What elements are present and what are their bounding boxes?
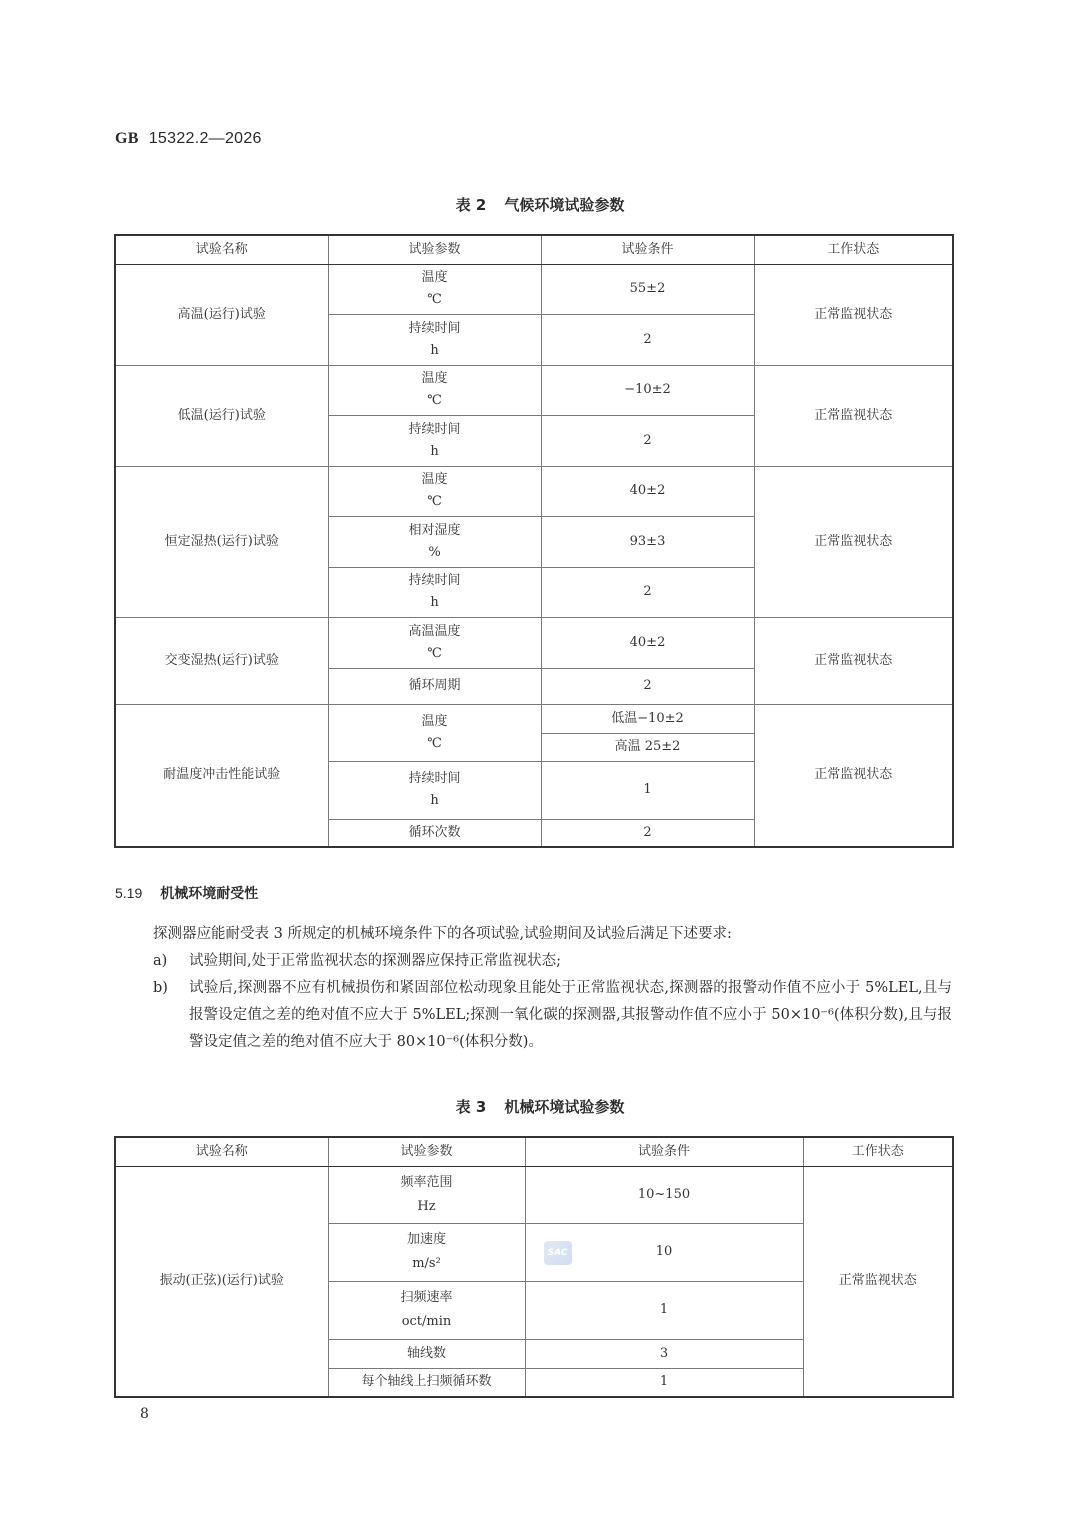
param-unit: %	[428, 544, 441, 560]
table3-caption-label: 表 3	[455, 1098, 487, 1116]
param-cell	[328, 314, 541, 365]
table-row	[115, 264, 953, 314]
condition-cell	[525, 1223, 803, 1281]
param-unit: h	[430, 595, 439, 610]
column-header: 试验名称	[115, 235, 328, 264]
list-marker: b)	[153, 980, 168, 996]
param-unit: ℃	[427, 494, 442, 509]
page-number: 8	[140, 1406, 149, 1422]
condition-cell: 2	[541, 668, 754, 704]
condition-cell: 40±2	[541, 466, 754, 516]
param-name: 加速度	[406, 1232, 446, 1247]
param-name: 高温温度	[408, 623, 461, 639]
section-title: 机械环境耐受性	[160, 886, 259, 902]
condition-cell: 3	[525, 1339, 803, 1368]
param-cell	[328, 617, 541, 668]
list-text: 试验后,探测器不应有机械损伤和紧固部位松动现象且能处于正常监视状态,探测器的报警动作值不应小于 5%LEL,且与报警设定值之差的绝对值不应大于 5%LEL;探测一氧化碳的探测器,其报警动作值不应小于 50×10⁻⁶(体积分数),且与报警设定值之差的绝对值不应大于 80×10⁻⁶(体积分数)。	[189, 980, 952, 1050]
param-cell	[328, 516, 541, 567]
condition-cell: 低温−10±2	[541, 704, 754, 733]
test-name-cell: 低温(运行)试验	[115, 365, 328, 466]
condition-cell: 2	[541, 415, 754, 466]
list-marker: a)	[153, 953, 168, 969]
param-name: 温度	[421, 472, 448, 487]
column-header: 试验参数	[328, 1137, 525, 1166]
param-cell: 循环次数	[328, 819, 541, 847]
param-cell	[328, 1223, 525, 1281]
condition-cell: 40±2	[541, 617, 754, 668]
condition-cell: −10±2	[541, 365, 754, 415]
condition-value: 10	[655, 1244, 673, 1259]
param-cell: 循环周期	[328, 668, 541, 704]
param-cell: 轴线数	[328, 1339, 525, 1368]
condition-cell: 55±2	[541, 264, 754, 314]
test-name-cell: 高温(运行)试验	[115, 264, 328, 365]
param-cell	[328, 704, 541, 761]
table3-header-row	[115, 1137, 953, 1166]
table3	[114, 1136, 954, 1398]
param-unit: h	[430, 443, 439, 459]
condition-cell: 93±3	[541, 516, 754, 567]
column-header: 试验条件	[541, 235, 754, 264]
param-unit: h	[430, 342, 439, 358]
param-unit: h	[430, 793, 439, 808]
state-cell: 正常监视状态	[754, 704, 953, 847]
param-cell	[328, 761, 541, 819]
table2-caption-label: 表 2	[455, 196, 487, 214]
param-unit: ℃	[427, 645, 442, 661]
column-header: 试验名称	[115, 1137, 328, 1166]
param-cell: 每个轴线上扫频循环数	[328, 1368, 525, 1397]
state-cell: 正常监视状态	[754, 617, 953, 704]
table-row	[115, 466, 953, 516]
column-header: 试验参数	[328, 235, 541, 264]
state-cell: 正常监视状态	[754, 264, 953, 365]
table-row	[115, 617, 953, 668]
state-cell: 正常监视状态	[754, 365, 953, 466]
table2-caption-title: 气候环境试验参数	[504, 196, 625, 214]
table3-caption-title: 机械环境试验参数	[504, 1098, 625, 1116]
param-name: 持续时间	[408, 771, 461, 786]
param-unit: ℃	[427, 292, 442, 307]
param-name: 温度	[421, 713, 448, 729]
test-name-cell: 耐温度冲击性能试验	[115, 704, 328, 847]
test-name-cell: 交变湿热(运行)试验	[115, 617, 328, 704]
param-name: 相对湿度	[408, 522, 461, 538]
param-name: 持续时间	[408, 573, 461, 588]
list-text: 试验期间,处于正常监视状态的探测器应保持正常监视状态;	[189, 953, 561, 969]
list-item	[153, 948, 953, 975]
standard-number: 15322.2—2026	[148, 130, 262, 147]
param-cell	[328, 567, 541, 617]
sac-watermark-logo: SAC	[544, 1241, 572, 1265]
condition-cell: 1	[525, 1368, 803, 1397]
state-cell: 正常监视状态	[803, 1166, 953, 1397]
test-name-cell: 恒定湿热(运行)试验	[115, 466, 328, 617]
param-unit: ℃	[427, 735, 442, 751]
list-item	[153, 975, 953, 1083]
param-name: 持续时间	[408, 320, 461, 336]
param-unit: m/s²	[412, 1256, 441, 1271]
test-name-cell: 振动(正弦)(运行)试验	[115, 1166, 328, 1397]
column-header: 工作状态	[754, 235, 953, 264]
table-row	[115, 704, 953, 733]
table3-caption	[0, 1096, 1080, 1117]
param-cell	[328, 365, 541, 415]
column-header: 试验条件	[525, 1137, 803, 1166]
standard-id	[115, 128, 262, 148]
param-name: 持续时间	[408, 421, 461, 437]
param-cell	[328, 1281, 525, 1339]
condition-cell: 1	[541, 761, 754, 819]
condition-cell: 高温 25±2	[541, 733, 754, 761]
param-cell	[328, 466, 541, 516]
section-intro: 探测器应能耐受表 3 所规定的机械环境条件下的各项试验,试验期间及试验后满足下述要求:	[153, 926, 732, 942]
param-name: 温度	[421, 270, 448, 285]
condition-cell: 10~150	[525, 1166, 803, 1223]
table2-caption	[0, 194, 1080, 215]
param-cell	[328, 264, 541, 314]
param-name: 频率范围	[400, 1174, 453, 1190]
param-cell	[328, 415, 541, 466]
table2	[114, 234, 954, 848]
param-unit: oct/min	[401, 1314, 452, 1329]
condition-cell: 2	[541, 819, 754, 847]
param-name: 温度	[421, 371, 448, 386]
condition-cell: 2	[541, 567, 754, 617]
condition-cell: 2	[541, 314, 754, 365]
param-unit: Hz	[417, 1198, 436, 1214]
standard-prefix: GB	[115, 130, 139, 147]
section-heading	[115, 883, 258, 903]
column-header: 工作状态	[803, 1137, 953, 1166]
param-name: 扫频速率	[400, 1290, 453, 1305]
param-unit: ℃	[427, 393, 442, 408]
table-row	[115, 365, 953, 415]
param-cell	[328, 1166, 525, 1223]
table-row	[115, 1166, 953, 1223]
condition-cell: 1	[525, 1281, 803, 1339]
section-number: 5.19	[115, 885, 143, 901]
table2-header-row	[115, 235, 953, 264]
state-cell: 正常监视状态	[754, 466, 953, 617]
